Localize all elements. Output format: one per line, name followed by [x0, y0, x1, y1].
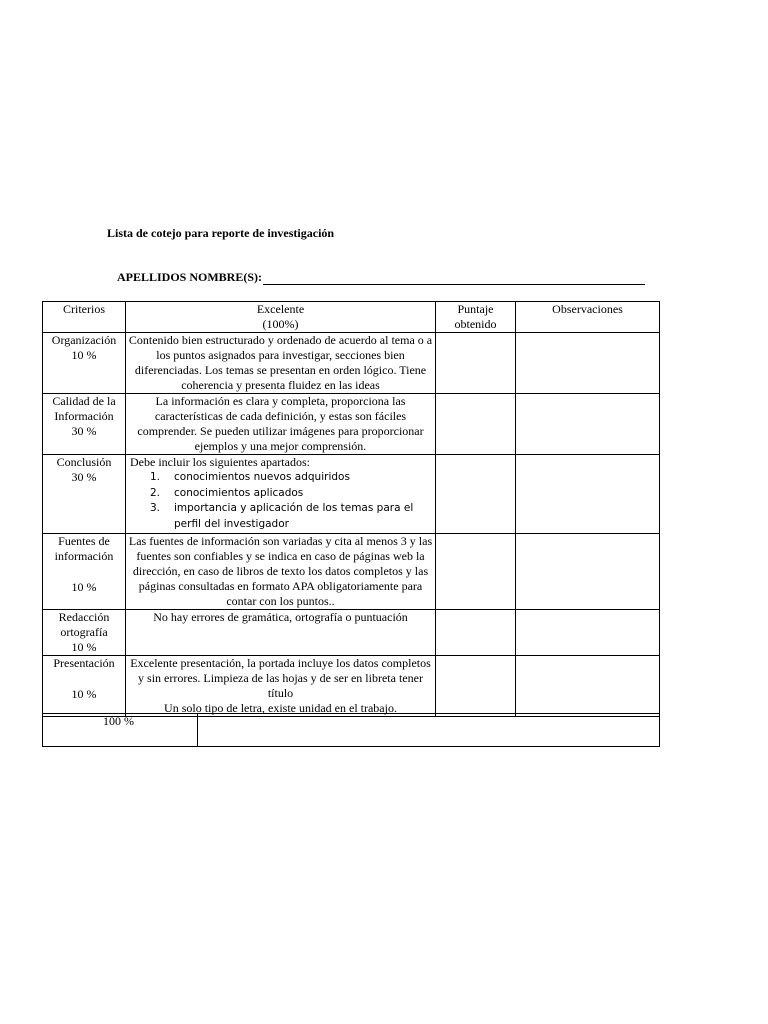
rubric-table: [42, 301, 660, 717]
table-row: [43, 610, 660, 656]
observaciones-cell: [516, 394, 660, 455]
table-row: [43, 534, 660, 610]
criterio-percent: 10 %: [71, 580, 97, 594]
criterio-name: Calidad de la: [52, 394, 116, 408]
observaciones-cell: [516, 656, 660, 717]
header-puntaje-line1: Puntaje: [457, 302, 494, 316]
puntaje-cell: [436, 534, 516, 610]
descripcion-cell: Contenido bien estructurado y ordenado de acuerdo al tema o a los puntos asignados para investigar, secciones bien diferenciadas. Los temas se presentan en orden lógico. Tiene coherencia y presenta fluidez en las ideas: [126, 333, 436, 394]
criterio-percent: 10 %: [71, 640, 97, 654]
table-row: [43, 656, 660, 717]
header-puntaje: [436, 302, 516, 333]
list-item-text: importancia y aplicación de los temas para el: [174, 502, 414, 514]
criterio-cell: [43, 455, 126, 534]
criterio-name-cont: información: [54, 549, 114, 563]
criterio-name: Fuentes de: [58, 534, 110, 548]
list-item-number: 3.: [150, 502, 161, 514]
total-table: [42, 713, 660, 747]
criterio-name-cont: Información: [54, 409, 114, 423]
criterio-cell: [43, 333, 126, 394]
descripcion-cell: [126, 455, 436, 534]
header-observaciones: Observaciones: [516, 302, 660, 333]
observaciones-cell: [516, 333, 660, 394]
criterio-percent: 30 %: [71, 424, 97, 438]
header-excelente-percent: (100%): [262, 317, 299, 331]
descripcion-cell: Las fuentes de información son variadas y cita al menos 3 y las fuentes son confiables y se indica en caso de páginas web la dirección, en caso de libros de texto los datos completos y las páginas consultadas en formato APA obligatoriamente para contar con los puntos..: [126, 534, 436, 610]
list-item-text: conocimientos aplicados: [174, 486, 304, 499]
list-item: [130, 501, 433, 517]
header-excelente: [126, 302, 436, 333]
conclusion-intro: Debe incluir los siguientes apartados:: [130, 455, 310, 469]
criterio-name: Redacción: [58, 610, 110, 624]
name-label: APELLIDOS NOMBRE(S):: [117, 270, 263, 284]
table-row: [43, 394, 660, 455]
criterio-name-cont: ortografía: [60, 625, 108, 639]
total-cell: [43, 714, 198, 747]
table-header-row: [43, 302, 660, 333]
presentacion-descripcion: Excelente presentación, la portada incluye los datos completos y sin errores. Limpieza de las hojas y de ser en libreta tener título: [130, 656, 431, 700]
criterio-cell: [43, 610, 126, 656]
list-item: [130, 470, 433, 486]
criterio-name: Presentación: [53, 656, 115, 670]
table-row: [43, 455, 660, 534]
name-blank: [263, 272, 645, 285]
criterio-cell: [43, 534, 126, 610]
puntaje-cell: [436, 656, 516, 717]
header-excelente-label: Excelente: [256, 302, 305, 316]
criterio-percent: 30 %: [71, 470, 97, 484]
descripcion-cell: [126, 656, 436, 717]
conclusion-list: [130, 470, 433, 532]
observaciones-cell: [516, 610, 660, 656]
descripcion-cell: No hay errores de gramática, ortografía o puntuación: [126, 610, 436, 656]
table-row: [43, 333, 660, 394]
name-field-line: [117, 270, 645, 285]
list-item: [130, 517, 433, 533]
header-puntaje-line2: obtenido: [454, 317, 497, 331]
puntaje-cell: [436, 394, 516, 455]
list-item-number: [150, 517, 174, 533]
puntaje-cell: [436, 610, 516, 656]
puntaje-cell: [436, 333, 516, 394]
total-percent: 100 %: [103, 714, 134, 728]
list-item-text: conocimientos nuevos adquiridos: [174, 471, 350, 483]
list-item-text: perfil del investigador: [174, 517, 289, 530]
total-score-cell: [198, 714, 660, 747]
list-item-number: 1.: [150, 471, 161, 483]
presentacion-descripcion-extra: Un solo tipo de letra, existe unidad en el trabajo.: [164, 701, 397, 715]
puntaje-cell: [436, 455, 516, 534]
observaciones-cell: [516, 534, 660, 610]
criterio-percent: 10 %: [71, 687, 97, 701]
document-title: Lista de cotejo para reporte de investigación: [107, 226, 335, 240]
criterio-percent: 10 %: [71, 348, 97, 362]
criterio-cell: [43, 394, 126, 455]
criterio-cell: [43, 656, 126, 717]
criterio-name: Organización: [51, 333, 117, 347]
descripcion-cell: La información es clara y completa, proporciona las características de cada definición, y estas son fáciles comprender. Se pueden utilizar imágenes para proporcionar ejemplos y una mejor comprensión.: [126, 394, 436, 455]
criterio-name: Conclusión: [56, 455, 112, 469]
observaciones-cell: [516, 455, 660, 534]
list-item: [130, 486, 433, 502]
header-criterios: Criterios: [43, 302, 126, 333]
list-item-number: 2.: [150, 486, 161, 499]
